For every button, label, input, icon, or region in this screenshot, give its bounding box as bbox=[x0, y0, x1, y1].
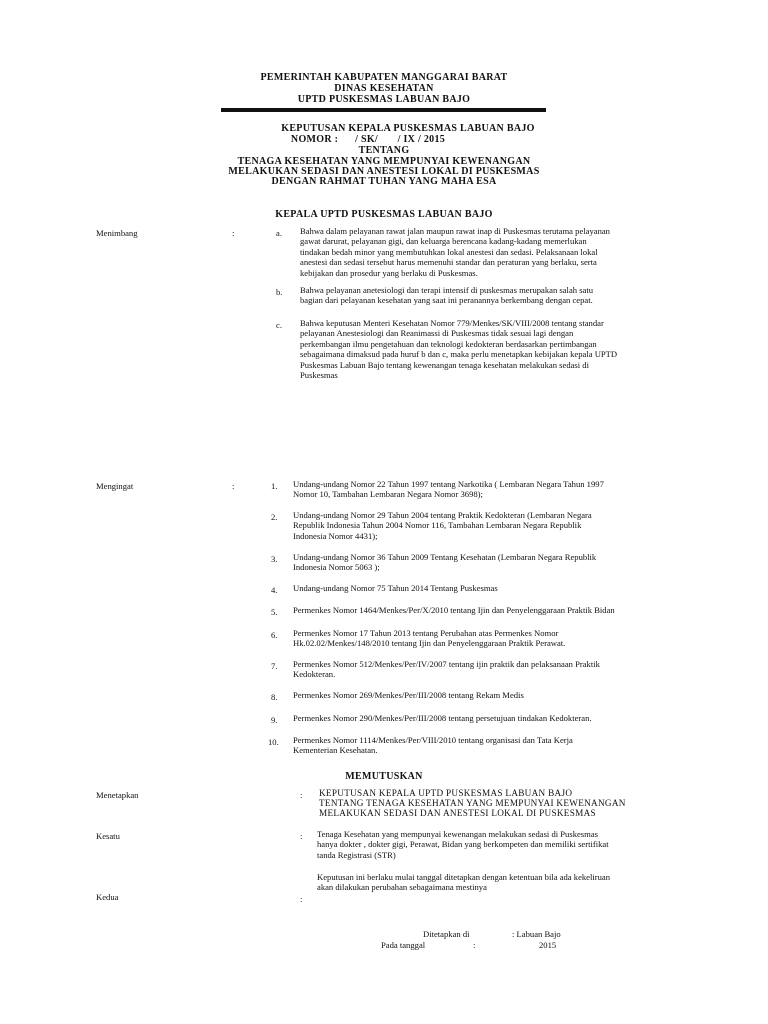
menetapkan-line-3: MELAKUKAN SEDASI DAN ANESTESI LOKAL DI PUSKESMAS bbox=[319, 808, 596, 818]
mengingat-mark-9: 9. bbox=[271, 715, 278, 725]
mengingat-item-6 bbox=[293, 628, 673, 649]
text-line: Hk.02.02/Menkes/148/2010 tentang Ijin dan Penyelenggaraan Praktik Perawat. bbox=[293, 638, 566, 649]
mengingat-mark-4: 4. bbox=[271, 585, 278, 595]
kedua-colon: : bbox=[300, 894, 303, 904]
mengingat-colon: : bbox=[232, 481, 235, 491]
menimbang-item-a bbox=[300, 226, 680, 278]
text-line: akan dilakukan perubahan sebagaimana mestinya bbox=[317, 882, 487, 893]
mengingat-item-1 bbox=[293, 479, 673, 500]
text-line: gawat darurat, pelayanan gigi, dan keluarga berencana kadang-kadang memerlukan bbox=[300, 236, 587, 247]
mengingat-mark-3: 3. bbox=[271, 554, 278, 564]
mengingat-mark-2: 2. bbox=[271, 512, 278, 522]
mengingat-item-9 bbox=[293, 713, 673, 723]
text-line: Undang-undang Nomor 75 Tahun 2014 Tentang Puskesmas bbox=[293, 583, 498, 593]
header-line-1: PEMERINTAH KABUPATEN MANGGARAI BARAT bbox=[260, 72, 508, 83]
text-line: pelayanan Anestesiologi dan Reanimassi di Puskesmas tidak sesuai lagi dengan bbox=[300, 328, 574, 339]
menetapkan-line-2: TENTANG TENAGA KESEHATAN YANG MEMPUNYAI KEWENANGAN bbox=[319, 798, 626, 808]
kesatu-text bbox=[317, 829, 697, 860]
mengingat-item-3 bbox=[293, 552, 673, 573]
text-line: Permenkes Nomor 1464/Menkes/Per/X/2010 tentang Ijin dan Penyelenggaraan Praktik Bidan bbox=[293, 605, 615, 615]
ditetapkan-value: : Labuan Bajo bbox=[512, 929, 561, 939]
text-line: Permenkes Nomor 17 Tahun 2013 tentang Perubahan atas Permenkes Nomor bbox=[293, 628, 559, 638]
mengingat-item-5 bbox=[293, 605, 673, 615]
text-line: anestesi dan sedasi tersebut harus memenuhi standar dan peraturan yang berlaku, serta bbox=[300, 257, 597, 268]
menimbang-mark-c: c. bbox=[276, 320, 282, 330]
mengingat-mark-10: 10. bbox=[268, 737, 279, 747]
mengingat-mark-8: 8. bbox=[271, 692, 278, 702]
decree-tentang: TENTANG bbox=[358, 145, 410, 156]
text-line: Permenkes Nomor 269/Menkes/Per/III/2008 tentang Rekam Medis bbox=[293, 690, 524, 700]
kesatu-colon: : bbox=[300, 831, 303, 841]
mengingat-mark-6: 6. bbox=[271, 630, 278, 640]
text-line: Permenkes Nomor 512/Menkes/Per/IV/2007 tentang ijin praktik dan pelaksanaan Praktik bbox=[293, 659, 600, 669]
text-line: Undang-undang Nomor 29 Tahun 2004 tentang Praktik Kedokteran (Lembaran Negara bbox=[293, 510, 592, 520]
mengingat-item-4 bbox=[293, 583, 673, 593]
menimbang-label: Menimbang bbox=[96, 228, 138, 238]
header-line-3: UPTD PUSKESMAS LABUAN BAJO bbox=[297, 94, 471, 105]
text-line: Kementerian Kesehatan. bbox=[293, 745, 378, 756]
ditetapkan-label: Ditetapkan di bbox=[423, 929, 470, 939]
decree-official: KEPALA UPTD PUSKESMAS LABUAN BAJO bbox=[275, 209, 493, 220]
decree-subject-1: TENAGA KESEHATAN YANG MEMPUNYAI KEWENANGAN bbox=[237, 156, 531, 167]
decree-subject-2: MELAKUKAN SEDASI DAN ANESTESI LOKAL DI PUSKESMAS bbox=[228, 166, 540, 177]
text-line: kebijakan dan prosedur yang berlaku di Puskesmas. bbox=[300, 267, 478, 278]
text-line: Permenkes Nomor 1114/Menkes/Per/VIII/2010 tentang organisasi dan Tata Kerja bbox=[293, 735, 573, 745]
text-line: Bahwa dalam pelayanan rawat jalan maupun rawat inap di Puskesmas terutama pelayanan bbox=[300, 226, 610, 236]
text-line: Tenaga Kesehatan yang mempunyai kewenangan melakukan sedasi di Puskesmas bbox=[317, 829, 598, 839]
mengingat-label: Mengingat bbox=[96, 481, 134, 491]
mengingat-item-10 bbox=[293, 735, 673, 756]
memutuskan-heading: MEMUTUSKAN bbox=[345, 771, 423, 782]
text-line: Bahwa keputusan Menteri Kesehatan Nomor 779/Menkes/SK/VIII/2008 tentang standar bbox=[300, 318, 604, 328]
text-line: Indonesia Nomor 5063 ); bbox=[293, 562, 380, 573]
text-line: hanya dokter , dokter gigi, Perawat, Bidan yang berkompeten dan memiliki sertifikat bbox=[317, 839, 609, 850]
tanggal-label: Pada tanggal bbox=[381, 940, 426, 950]
text-line: Nomor 10, Tambahan Lembaran Negara Nomor 3698); bbox=[293, 489, 483, 500]
header-rule bbox=[221, 108, 546, 112]
tanggal-value: 2015 bbox=[539, 940, 557, 950]
mengingat-mark-5: 5. bbox=[271, 607, 278, 617]
menimbang-colon: : bbox=[232, 228, 235, 238]
decree-title: KEPUTUSAN KEPALA PUSKESMAS LABUAN BAJO bbox=[281, 123, 535, 134]
text-line: tindakan bedah minor yang membutuhkan lokal anestesi dan sedasi. Pelaksanaan lokal bbox=[300, 246, 598, 257]
text-line: Puskesmas Labuan Bajo tentang kewenangan tenaga kesehatan melakukan sedasi di bbox=[300, 359, 589, 370]
decree-blessing: DENGAN RAHMAT TUHAN YANG MAHA ESA bbox=[271, 176, 497, 187]
text-line: perkembangan ilmu pengetahuan dan teknologi kedokteran berdasarkan pertimbangan bbox=[300, 338, 597, 349]
menimbang-mark-a: a. bbox=[276, 228, 282, 238]
mengingat-item-7 bbox=[293, 659, 673, 680]
text-line: bagian dari pelayanan kesehatan yang saat ini peranannya berkembang dengan cepat. bbox=[300, 295, 593, 306]
mengingat-item-2 bbox=[293, 510, 673, 541]
text-line: Puskesmas bbox=[300, 370, 338, 381]
kesatu-extra-text bbox=[317, 872, 697, 893]
mengingat-item-8 bbox=[293, 690, 673, 700]
text-line: Bahwa pelayanan anetesiologi dan terapi intensif di puskesmas merupakan salah satu bbox=[300, 285, 594, 295]
kesatu-label: Kesatu bbox=[96, 831, 120, 841]
text-line: Indonesia Nomor 4431); bbox=[293, 530, 378, 541]
header-line-2: DINAS KESEHATAN bbox=[334, 83, 434, 94]
text-line: Undang-undang Nomor 36 Tahun 2009 Tentang Kesehatan (Lembaran Negara Republik bbox=[293, 552, 597, 562]
menimbang-item-c bbox=[300, 318, 680, 380]
menetapkan-colon: : bbox=[300, 790, 303, 800]
tanggal-colon: : bbox=[473, 940, 476, 950]
text-line: Permenkes Nomor 290/Menkes/Per/III/2008 tentang persetujuan tindakan Kedokteran. bbox=[293, 713, 592, 723]
menetapkan-line-1: KEPUTUSAN KEPALA UPTD PUSKESMAS LABUAN BAJO bbox=[319, 788, 573, 798]
text-line: Republik Indonesia Tahun 2004 Nomor 116, Tambahan Lembaran Negara Republik bbox=[293, 520, 582, 531]
text-line: Kedokteran. bbox=[293, 669, 336, 680]
decree-number: NOMOR : / SK/ / IX / 2015 bbox=[290, 134, 446, 145]
text-line: tanda Registrasi (STR) bbox=[317, 849, 396, 860]
menimbang-item-b bbox=[300, 285, 680, 306]
menimbang-mark-b: b. bbox=[276, 287, 283, 297]
text-line: Undang-undang Nomor 22 Tahun 1997 tentang Narkotika ( Lembaran Negara Tahun 1997 bbox=[293, 479, 604, 489]
mengingat-mark-1: 1. bbox=[271, 481, 278, 491]
mengingat-mark-7: 7. bbox=[271, 661, 278, 671]
text-line: Keputusan ini berlaku mulai tanggal ditetapkan dengan ketentuan bila ada kekeliruan bbox=[317, 872, 611, 882]
text-line: sebagaimana dimaksud pada huruf b dan c, maka perlu menetapkan kebijakan kepala UPTD bbox=[300, 349, 618, 360]
kedua-label: Kedua bbox=[96, 892, 119, 902]
menetapkan-label: Menetapkan bbox=[96, 790, 139, 800]
